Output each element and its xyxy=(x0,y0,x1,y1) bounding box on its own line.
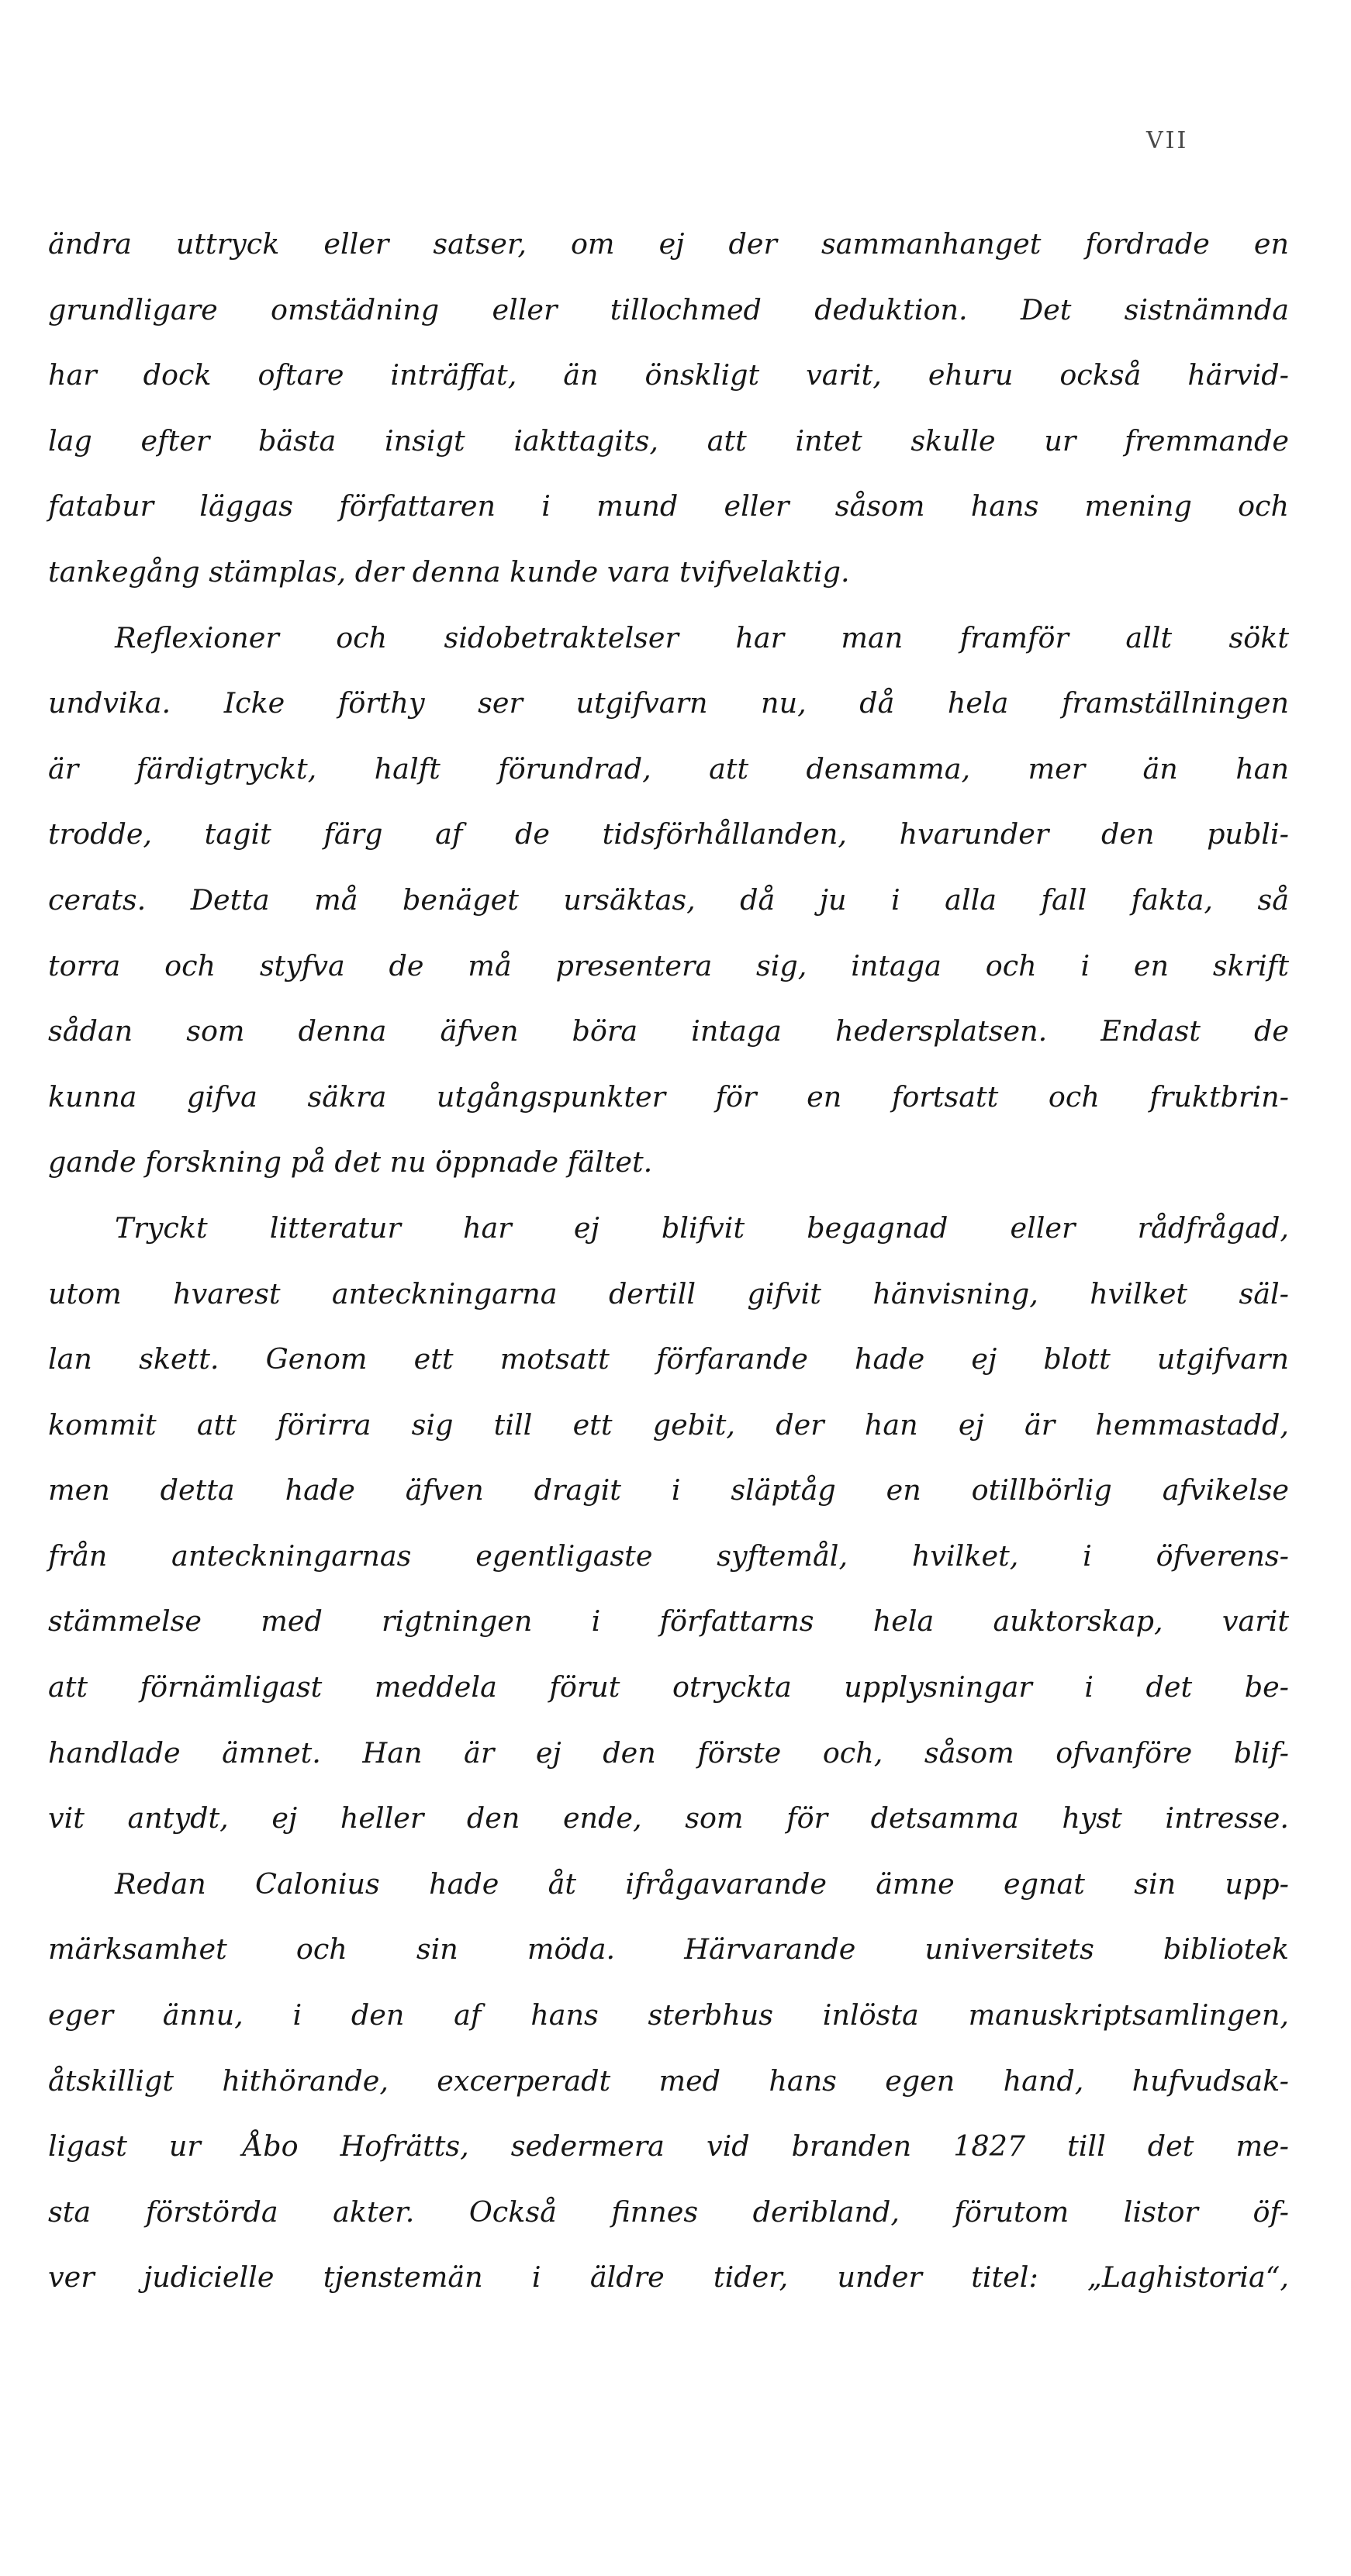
text-line: kunna gifva säkra utgångspunkter för en fortsatt och fruktbrin- xyxy=(48,1079,1289,1114)
text-line: har dock oftare inträffat, än önskligt varit, ehuru också härvid- xyxy=(48,358,1289,392)
paragraph-start-line: Reflexioner och sidobetraktelser har man framför allt sökt xyxy=(115,620,1289,654)
paragraph-start-line: Redan Calonius hade åt ifrågavarande ämne egnat sin upp- xyxy=(115,1866,1289,1901)
body-text xyxy=(48,212,1289,2311)
text-line: ver judicielle tjenstemän i äldre tider, under titel: „Laghistoria“, xyxy=(48,2260,1289,2295)
text-line: fatabur läggas författaren i mund eller såsom hans mening och xyxy=(48,489,1289,523)
text-line: från anteckningarnas egentligaste syftemål, hvilket, i öfverens- xyxy=(48,1538,1289,1573)
text-line: är färdigtryckt, halft förundrad, att densamma, mer än han xyxy=(48,751,1289,786)
text-line: vit antydt, ej heller den ende, som för detsamma hyst intresse. xyxy=(48,1801,1289,1835)
text-line: utom hvarest anteckningarna dertill gifvit hänvisning, hvilket säl- xyxy=(48,1276,1289,1310)
text-line: cerats. Detta må benäget ursäktas, då ju i alla fall fakta, så xyxy=(48,882,1289,917)
text-line: undvika. Icke förthy ser utgifvarn nu, då hela framställningen xyxy=(48,686,1289,720)
text-line: att förnämligast meddela förut otryckta upplysningar i det be- xyxy=(48,1670,1289,1704)
text-line: gande forskning på det nu öppnade fältet. xyxy=(48,1145,653,1179)
text-line: torra och styfva de må presentera sig, intaga och i en skrift xyxy=(48,948,1289,982)
text-line: märksamhet och sin möda. Härvarande universitets bibliotek xyxy=(48,1932,1289,1967)
paragraph-start-line: Tryckt litteratur har ej blifvit begagnad eller rådfrågad, xyxy=(115,1210,1289,1245)
text-line: lan skett. Genom ett motsatt förfarande hade ej blott utgifvarn xyxy=(48,1342,1289,1376)
text-line: tankegång stämplas, der denna kunde vara tvifvelaktig. xyxy=(48,554,850,589)
text-line: ligast ur Åbo Hofrätts, sedermera vid branden 1827 till det me- xyxy=(48,2129,1289,2163)
text-line: åtskilligt hithörande, excerperadt med hans egen hand, hufvudsak- xyxy=(48,2063,1289,2098)
text-line: ändra uttryck eller satser, om ej der sammanhanget fordrade en xyxy=(48,227,1289,261)
text-line: sta förstörda akter. Också finnes deribland, förutom listor öf- xyxy=(48,2194,1289,2229)
text-line: handlade ämnet. Han är ej den förste och, såsom ofvanföre blif- xyxy=(48,1735,1289,1770)
text-line: stämmelse med rigtningen i författarns hela auktorskap, varit xyxy=(48,1604,1289,1638)
page-number: VII xyxy=(1146,127,1189,154)
text-line: lag efter bästa insigt iakttagits, att intet skulle ur fremmande xyxy=(48,423,1289,458)
text-line: eger ännu, i den af hans sterbhus inlösta manuskriptsamlingen, xyxy=(48,1998,1289,2032)
text-line: trodde, tagit färg af de tidsförhållanden, hvarunder den publi- xyxy=(48,817,1289,851)
text-line: kommit att förirra sig till ett gebit, der han ej är hemmastadd, xyxy=(48,1407,1289,1442)
text-line: men detta hade äfven dragit i släptåg en otillbörlig afvikelse xyxy=(48,1473,1289,1507)
text-line: grundligare omstädning eller tillochmed deduktion. Det sistnämnda xyxy=(48,292,1289,326)
text-line: sådan som denna äfven böra intaga hedersplatsen. Endast de xyxy=(48,1014,1289,1048)
